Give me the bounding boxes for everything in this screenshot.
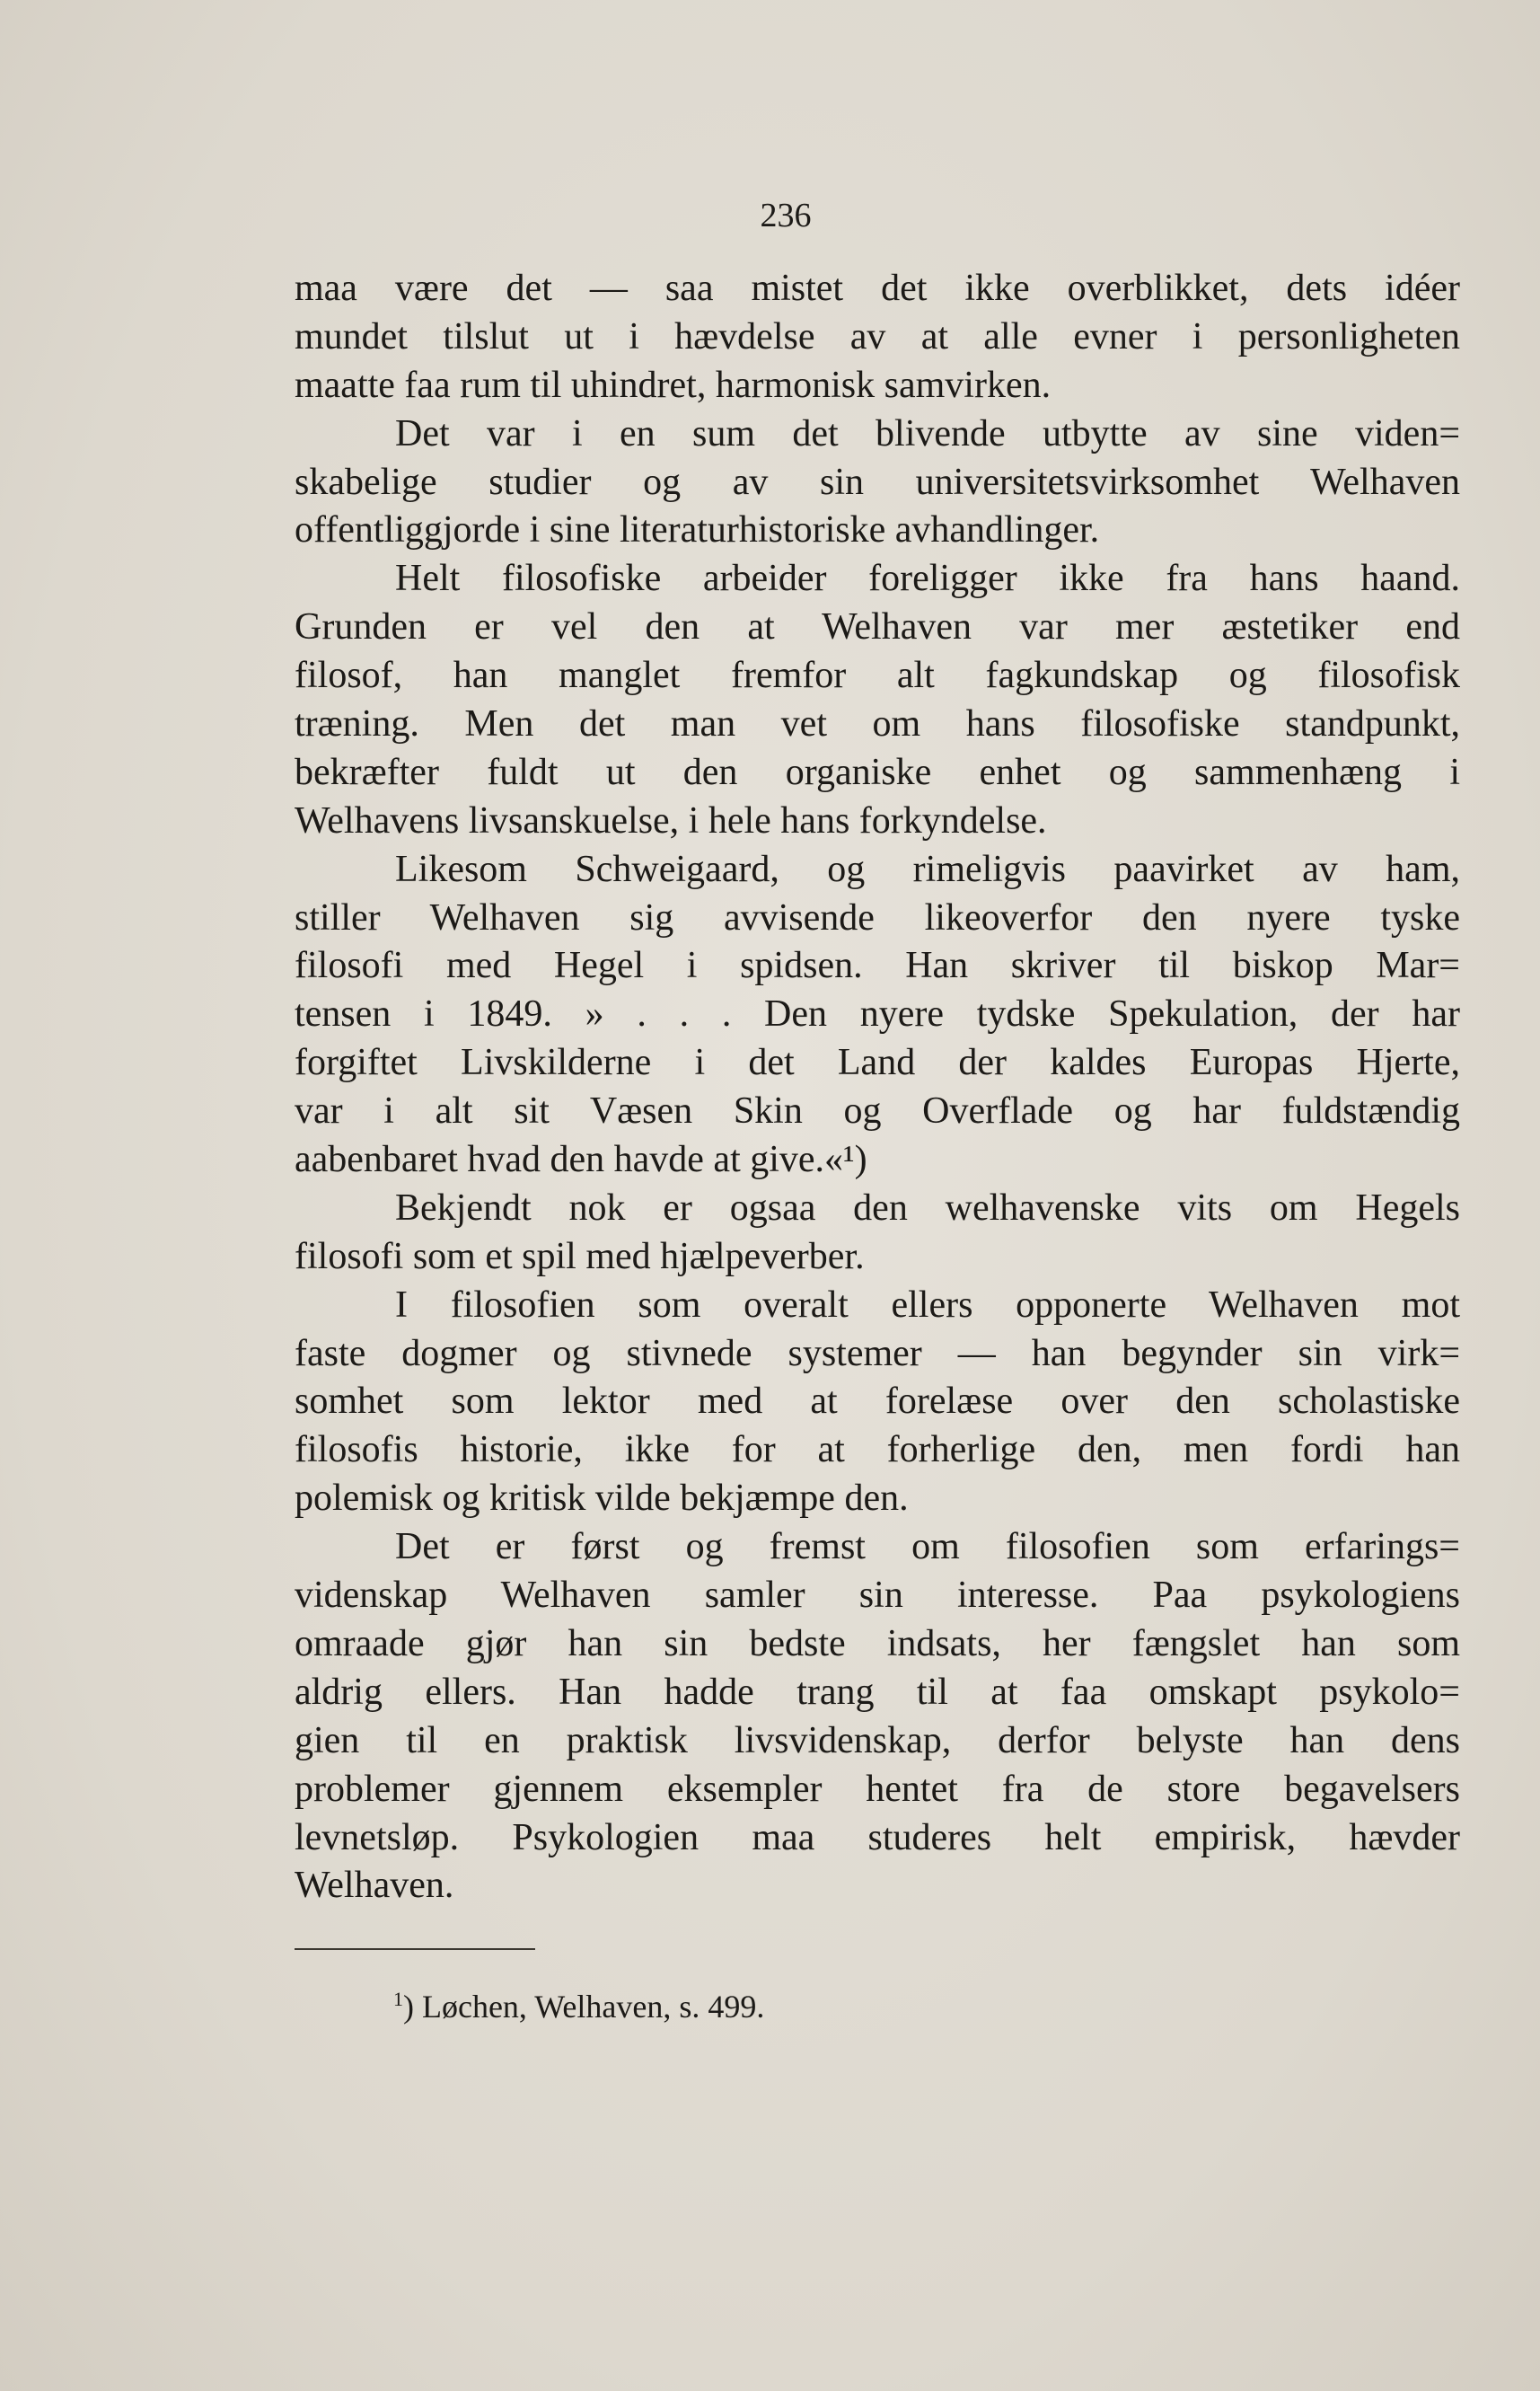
text-line: bekræfter fuldt ut den organiske enhet og sammenhæng i <box>295 751 1460 793</box>
text-line: tensen i 1849. » . . . Den nyere tydske Spekulation, der har <box>295 993 1460 1036</box>
footnote-separator <box>295 1948 535 1950</box>
text-line: filosof, han manglet fremfor alt fagkundskap og filosofisk <box>295 655 1460 697</box>
text-line: somhet som lektor med at forelæse over den scholastiske <box>295 1381 1460 1423</box>
text-line: stiller Welhaven sig avvisende likeoverfor den nyere tyske <box>295 896 1460 939</box>
text-line: aldrig ellers. Han hadde trang til at faa omskapt psykolo= <box>295 1671 1460 1713</box>
text-line: Welhaven. <box>295 1865 454 1907</box>
text-line: filosofi som et spil med hjælpeverber. <box>295 1235 865 1277</box>
text-line: Det var i en sum det blivende utbytte av sine viden= <box>395 412 1460 454</box>
text-line: Det er først og fremst om filosofien som erfarings= <box>395 1526 1460 1568</box>
footnote <box>393 1978 764 2028</box>
footnote-text: ) Løchen, Welhaven, s. 499. <box>403 1989 765 2025</box>
text-line: I filosofien som overalt ellers opponerte Welhaven mot <box>395 1284 1460 1326</box>
text-line: skabelige studier og av sin universitetsvirksomhet Welhaven <box>295 461 1460 503</box>
text-line: Welhavens livsanskuelse, i hele hans forkyndelse. <box>295 799 1047 842</box>
footnote-marker: 1 <box>393 1988 403 2010</box>
text-line: offentliggjorde i sine literaturhistoriske avhandlinger. <box>295 509 1100 551</box>
text-line: maatte faa rum til uhindret, harmonisk samvirken. <box>295 364 1052 406</box>
text-line: omraade gjør han sin bedste indsats, her fængslet han som <box>295 1622 1460 1664</box>
page-number: 236 <box>760 197 812 234</box>
text-line: filosofis historie, ikke for at forherlige den, men fordi han <box>295 1429 1460 1471</box>
text-line: problemer gjennem eksempler hentet fra de store begavelsers <box>295 1768 1460 1810</box>
text-line: Helt filosofiske arbeider foreligger ikke fra hans haand. <box>395 558 1460 600</box>
text-line: gien til en praktisk livsvidenskap, derfor belyste han dens <box>295 1719 1460 1761</box>
text-line: var i alt sit Væsen Skin og Overflade og har fuldstændig <box>295 1090 1460 1133</box>
body-text <box>295 265 1460 1910</box>
text-line: træning. Men det man vet om hans filosofiske standpunkt, <box>295 703 1460 746</box>
text-line: polemisk og kritisk vilde bekjæmpe den. <box>295 1478 909 1520</box>
text-line: videnskap Welhaven samler sin interesse. Paa psykologiens <box>295 1575 1460 1617</box>
text-line: Grunden er vel den at Welhaven var mer æstetiker end <box>295 606 1460 648</box>
text-line: filosofi med Hegel i spidsen. Han skriver til biskop Mar= <box>295 945 1460 987</box>
text-line: forgiftet Livskilderne i det Land der kaldes Europas Hjerte, <box>295 1042 1460 1084</box>
text-line: maa være det — saa mistet det ikke overblikket, dets idéer <box>295 268 1460 309</box>
text-line: mundet tilslut ut i hævdelse av at alle evner i personligheten <box>295 315 1460 357</box>
text-line: Bekjendt nok er ogsaa den welhavenske vits om Hegels <box>395 1187 1460 1229</box>
text-line: aabenbaret hvad den havde at give.«¹) <box>295 1139 867 1181</box>
text-line: levnetsløp. Psykologien maa studeres helt empirisk, hævder <box>295 1816 1460 1858</box>
text-line: faste dogmer og stivnede systemer — han begynder sin virk= <box>295 1332 1460 1374</box>
text-line: Likesom Schweigaard, og rimeligvis paavirket av ham, <box>395 848 1460 890</box>
